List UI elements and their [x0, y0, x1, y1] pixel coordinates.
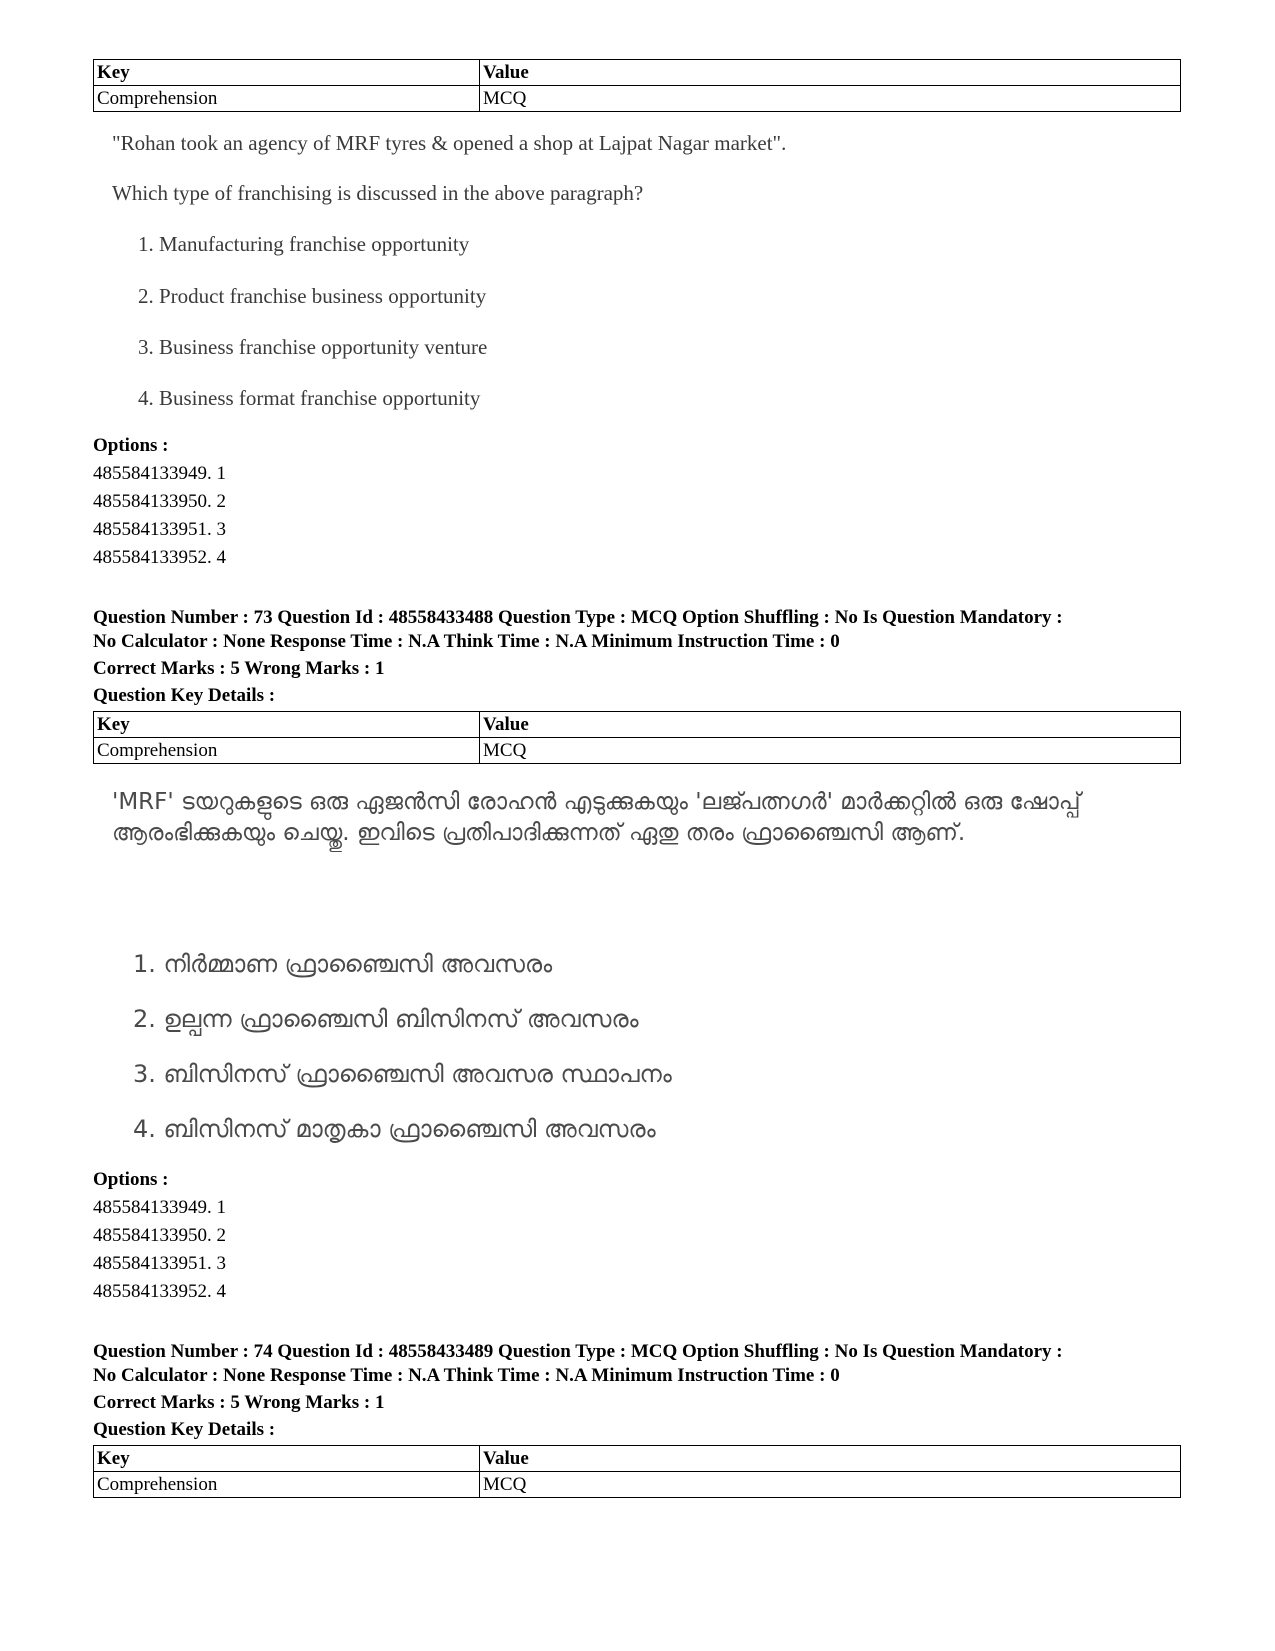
marks-line: Correct Marks : 5 Wrong Marks : 1 [93, 1392, 385, 1413]
choice-item: 3. ബിസിനസ് ഫ്രാഞ്ചൈസി അവസര സ്ഥാപനം [133, 1060, 672, 1088]
table-header-value: Value [480, 1446, 1181, 1472]
table-cell-value: MCQ [480, 738, 1181, 764]
table-cell-value: MCQ [480, 86, 1181, 112]
option-item: 485584133952. 4 [93, 1281, 226, 1302]
table-header-key: Key [94, 1446, 480, 1472]
question-key-table [93, 59, 1181, 112]
table-header-value: Value [480, 712, 1181, 738]
question-statement: "Rohan took an agency of MRF tyres & opened a shop at Lajpat Nagar market". [112, 131, 787, 155]
table-header-key: Key [94, 712, 480, 738]
table-header-row [94, 1446, 1181, 1472]
key-details-label: Question Key Details : [93, 1419, 276, 1440]
table-row [94, 738, 1181, 764]
table-cell-key: Comprehension [94, 738, 480, 764]
table-row [94, 1472, 1181, 1498]
choice-item: 1. നിർമ്മാണ ഫ്രാഞ്ചൈസി അവസരം [133, 950, 553, 978]
question-meta-line: Question Number : 73 Question Id : 48558433488 Question Type : MCQ Option Shuffling : No Is Question Mandatory : [93, 607, 1063, 628]
question-statement: 'MRF' ടയറുകളുടെ ഒരു ഏജൻസി രോഹൻ എടുക്കുകയും 'ലജ്പത്നഗർ' മാർക്കറ്റിൽ ഒരു ഷോപ്പ് ആരംഭിക്കുകയും ചെയ്തു. ഇവിടെ പ്രതിപാദിക്കുന്നത് ഏതു തരം ഫ്രാഞ്ചൈസി ആണ്. [112, 789, 1081, 846]
question-meta-line: Question Number : 74 Question Id : 48558433489 Question Type : MCQ Option Shuffling : No Is Question Mandatory : [93, 1341, 1063, 1362]
table-header-key: Key [94, 60, 480, 86]
marks-line: Correct Marks : 5 Wrong Marks : 1 [93, 658, 385, 679]
question-meta [93, 606, 1193, 708]
choice-item: 3. Business franchise opportunity venture [138, 335, 488, 359]
table-cell-value: MCQ [480, 1472, 1181, 1498]
table-header-row [94, 60, 1181, 86]
question-key-table [93, 1445, 1181, 1498]
question-key-table [93, 711, 1181, 764]
question-meta [93, 1340, 1193, 1442]
choice-item: 4. Business format franchise opportunity [138, 386, 481, 410]
options-block [93, 1166, 226, 1306]
choice-item: 2. ഉല്പന്ന ഫ്രാഞ്ചൈസി ബിസിനസ് അവസരം [133, 1005, 639, 1033]
table-row [94, 86, 1181, 112]
key-details-label: Question Key Details : [93, 685, 276, 706]
choice-item: 1. Manufacturing franchise opportunity [138, 232, 470, 256]
option-item: 485584133952. 4 [93, 547, 226, 568]
option-item: 485584133951. 3 [93, 1253, 226, 1274]
choice-item: 4. ബിസിനസ് മാതൃകാ ഫ്രാഞ്ചൈസി അവസരം [133, 1115, 656, 1143]
option-item: 485584133949. 1 [93, 463, 226, 484]
option-item: 485584133950. 2 [93, 1225, 226, 1246]
options-label: Options : [93, 435, 169, 456]
table-cell-key: Comprehension [94, 1472, 480, 1498]
options-label: Options : [93, 1169, 169, 1190]
table-header-value: Value [480, 60, 1181, 86]
question-meta-line: No Calculator : None Response Time : N.A Think Time : N.A Minimum Instruction Time : 0 [93, 1365, 840, 1386]
question-text: Which type of franchising is discussed in the above paragraph? [112, 181, 644, 205]
options-block [93, 432, 226, 572]
table-cell-key: Comprehension [94, 86, 480, 112]
table-header-row [94, 712, 1181, 738]
question-meta-line: No Calculator : None Response Time : N.A Think Time : N.A Minimum Instruction Time : 0 [93, 631, 840, 652]
option-item: 485584133950. 2 [93, 491, 226, 512]
option-item: 485584133949. 1 [93, 1197, 226, 1218]
choice-item: 2. Product franchise business opportunity [138, 284, 487, 308]
option-item: 485584133951. 3 [93, 519, 226, 540]
